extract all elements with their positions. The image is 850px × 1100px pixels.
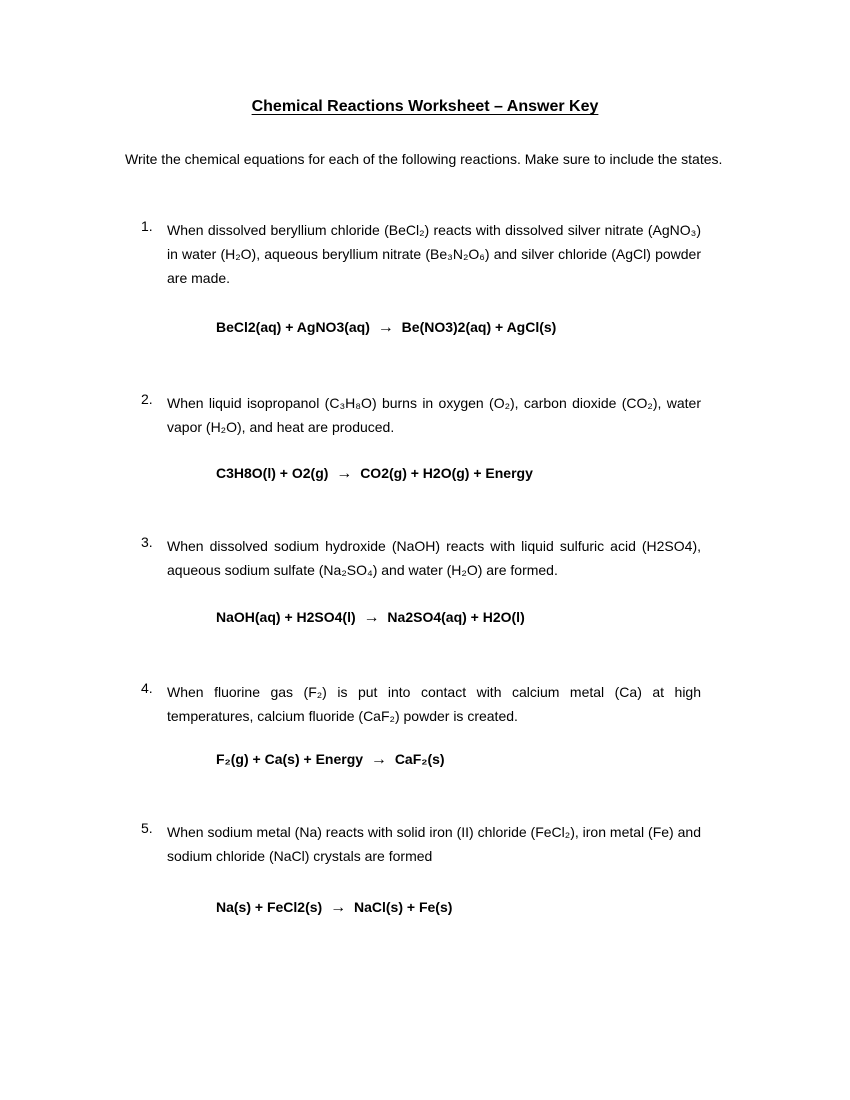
right-arrow-icon: →: [336, 465, 353, 482]
equation-4: [216, 751, 445, 769]
equation-lhs: C3H8O(l) + O2(g): [216, 465, 329, 481]
equation-lhs: Na(s) + FeCl2(s): [216, 899, 323, 915]
equation-2: [216, 465, 533, 483]
equation-rhs: CO2(g) + H2O(g) + Energy: [360, 465, 533, 481]
right-arrow-icon: →: [363, 609, 380, 626]
question-number: 3.: [141, 534, 153, 550]
question-number: 2.: [141, 391, 153, 407]
question-text: When sodium metal (Na) reacts with solid iron (II) chloride (FeCl₂), iron metal (Fe) and sodium chloride (NaCl) crystals are formed: [167, 824, 701, 864]
equation-rhs: CaF₂(s): [394, 751, 445, 767]
question-number: 1.: [141, 218, 153, 234]
equation-3: [216, 609, 525, 627]
right-arrow-icon: →: [377, 319, 394, 336]
page-title: Chemical Reactions Worksheet – Answer Key: [251, 98, 599, 115]
question-text: When dissolved sodium hydroxide (NaOH) reacts with liquid sulfuric acid (H2SO4), aqueous sodium sulfate (Na₂SO₄) and water (H₂O) are formed.: [167, 538, 701, 578]
question-number: 5.: [141, 820, 153, 836]
equation-lhs: F₂(g) + Ca(s) + Energy: [216, 751, 364, 767]
question-text: When liquid isopropanol (C₃H₈O) burns in oxygen (O₂), carbon dioxide (CO₂), water vapor (H₂O), and heat are produced.: [167, 395, 701, 435]
question-text: When dissolved beryllium chloride (BeCl₂) reacts with dissolved silver nitrate (AgNO₃) in water (H₂O), aqueous beryllium nitrate (Be₃N₂O₆) and silver chloride (AgCl) powder are made.: [167, 222, 701, 286]
question-number: 4.: [141, 680, 153, 696]
equation-lhs: BeCl2(aq) + AgNO3(aq): [216, 319, 370, 335]
equation-rhs: NaCl(s) + Fe(s): [353, 899, 453, 915]
intro-text: Write the chemical equations for each of the following reactions. Make sure to include the states.: [125, 151, 723, 167]
right-arrow-icon: →: [330, 899, 347, 916]
question-text: When fluorine gas (F₂) is put into contact with calcium metal (Ca) at high temperatures, calcium fluoride (CaF₂) powder is created.: [167, 684, 701, 724]
equation-5: [216, 899, 452, 917]
right-arrow-icon: →: [370, 751, 387, 768]
equation-rhs: Be(NO3)2(aq) + AgCl(s): [401, 319, 557, 335]
equation-lhs: NaOH(aq) + H2SO4(l): [216, 609, 356, 625]
equation-rhs: Na2SO4(aq) + H2O(l): [387, 609, 525, 625]
equation-1: [216, 319, 556, 337]
